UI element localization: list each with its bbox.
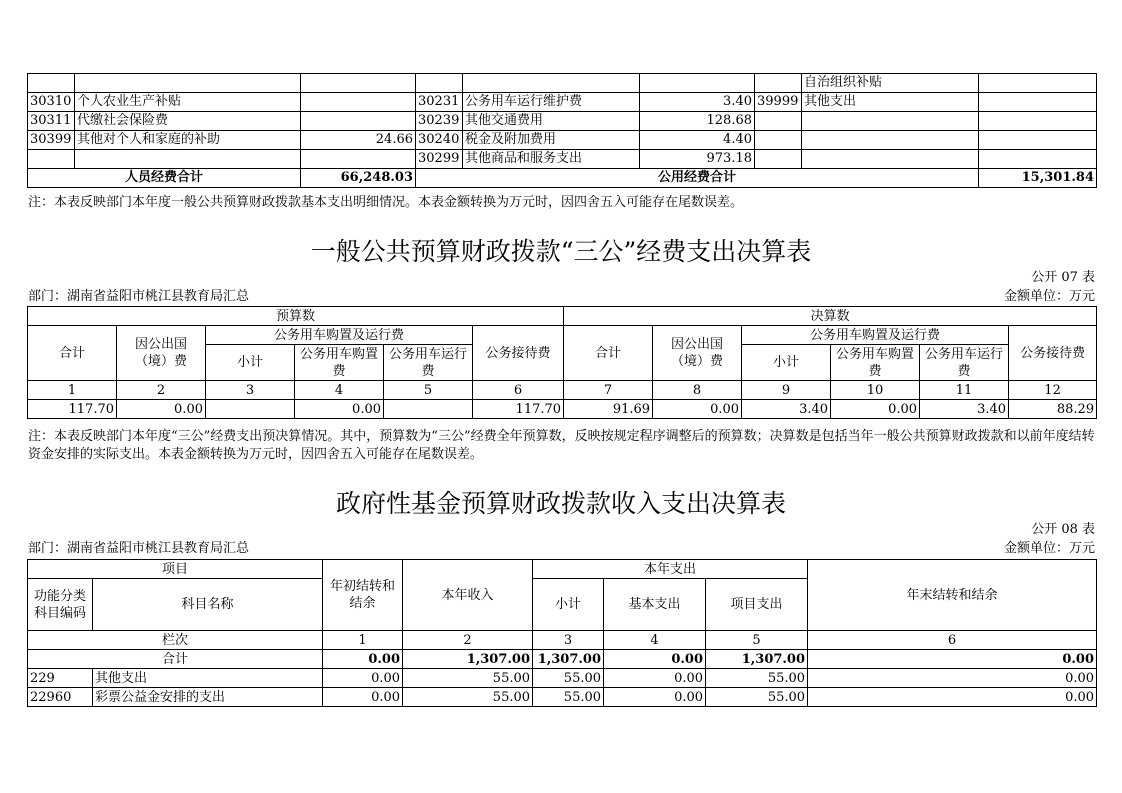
subject-code: 229 — [28, 669, 93, 688]
value-cell: 0.00 — [117, 400, 206, 419]
value-cell: 55.00 — [533, 669, 604, 688]
column-number: 1 — [323, 631, 403, 650]
column-number: 10 — [831, 381, 920, 400]
value-cell: 0.00 — [323, 669, 403, 688]
table-cell — [301, 150, 416, 169]
table-cell: 30231 — [416, 93, 463, 112]
column-number: 5 — [384, 381, 473, 400]
table-row — [28, 93, 1097, 112]
table-cell — [463, 74, 640, 93]
value-cell: 3.40 — [920, 400, 1009, 419]
column-number: 6 — [473, 381, 564, 400]
value-cell: 88.29 — [1009, 400, 1097, 419]
value-cell: 55.00 — [706, 688, 808, 707]
table-row — [28, 688, 1097, 707]
table-cell: 24.66 — [301, 131, 416, 150]
subject-name-header: 科目名称 — [93, 579, 323, 631]
table-row — [28, 74, 1097, 93]
table-cell — [755, 74, 802, 93]
table-cell: 其他支出 — [802, 93, 979, 112]
table-cell: 4.40 — [640, 131, 755, 150]
table3-unit: 金额单位：万元 — [1003, 541, 1095, 556]
budget-header: 预算数 — [28, 307, 564, 326]
column-number: 12 — [1009, 381, 1097, 400]
value-cell: 0.00 — [323, 688, 403, 707]
table-row — [28, 131, 1097, 150]
total-value: 1,307.00 — [706, 650, 808, 669]
column-index-row — [28, 381, 1097, 400]
fund-rows — [28, 669, 1097, 707]
total-row — [28, 650, 1097, 669]
column-number: 8 — [653, 381, 742, 400]
column-number: 7 — [564, 381, 653, 400]
func-code-header: 功能分类科目编码 — [28, 579, 93, 631]
table-cell — [301, 74, 416, 93]
table-cell: 39999 — [755, 93, 802, 112]
column-number: 3 — [206, 381, 295, 400]
expense-header: 本年支出 — [533, 560, 808, 579]
total-value: 0.00 — [604, 650, 706, 669]
table-row — [28, 669, 1097, 688]
table-cell — [979, 112, 1097, 131]
table-cell — [416, 74, 463, 93]
table3-code: 公开 08 表 — [1031, 522, 1095, 537]
fund-table — [27, 559, 1097, 707]
column-index-row — [28, 631, 1097, 650]
value-cell: 55.00 — [706, 669, 808, 688]
table-row — [28, 150, 1097, 169]
value-cell: 117.70 — [473, 400, 564, 419]
table-cell — [640, 74, 755, 93]
subject-code: 22960 — [28, 688, 93, 707]
total-personnel-label: 人员经费合计 — [28, 169, 301, 188]
value-cell: 117.70 — [28, 400, 117, 419]
table-cell: 30299 — [416, 150, 463, 169]
table-row — [28, 112, 1097, 131]
table-cell — [28, 74, 75, 93]
income-header: 本年收入 — [403, 560, 533, 631]
budget-car-run-header: 公务用车运行费 — [384, 345, 473, 381]
table-cell — [979, 131, 1097, 150]
total-value: 1,307.00 — [533, 650, 604, 669]
value-cell: 91.69 — [564, 400, 653, 419]
value-cell: 0.00 — [604, 669, 706, 688]
table-cell — [802, 112, 979, 131]
table-cell: 30311 — [28, 112, 75, 131]
table2-code: 公开 07 表 — [1031, 270, 1095, 285]
total-public-value: 15,301.84 — [979, 169, 1097, 188]
column-number: 3 — [533, 631, 604, 650]
table-cell — [301, 112, 416, 131]
basic-expense-rows — [28, 74, 1097, 169]
column-number: 1 — [28, 381, 117, 400]
table1-note: 注：本表反映部门本年度一般公共预算财政拨款基本支出明细情况。本表金额转换为万元时，因四舍五入可能存在尾数误差。 — [28, 195, 744, 210]
value-cell: 0.00 — [295, 400, 384, 419]
total-personnel-value: 66,248.03 — [301, 169, 416, 188]
value-cell: 0.00 — [653, 400, 742, 419]
table-cell: 973.18 — [640, 150, 755, 169]
final-car-buy-header: 公务用车购置费 — [831, 345, 920, 381]
value-cell: 55.00 — [403, 688, 533, 707]
table-cell — [755, 112, 802, 131]
table2-unit: 金额单位：万元 — [1003, 289, 1095, 304]
item-header: 项目 — [28, 560, 323, 579]
basic-expense-table — [27, 73, 1097, 188]
value-cell: 55.00 — [533, 688, 604, 707]
totals-row — [28, 169, 1097, 188]
end-balance-header: 年末结转和结余 — [808, 560, 1097, 631]
final-header: 决算数 — [564, 307, 1097, 326]
table-cell: 其他交通费用 — [463, 112, 640, 131]
table-cell: 30239 — [416, 112, 463, 131]
table2-title: 一般公共预算财政拨款“三公”经费支出决算表 — [310, 237, 812, 266]
final-total-header: 合计 — [564, 326, 653, 381]
total-label: 合计 — [28, 650, 323, 669]
project-expense-header: 项目支出 — [706, 579, 808, 631]
final-subtotal-header: 小计 — [742, 345, 831, 381]
final-car-header: 公务用车购置及运行费 — [742, 326, 1009, 345]
subject-name: 其他支出 — [93, 669, 323, 688]
budget-car-buy-header: 公务用车购置费 — [295, 345, 384, 381]
column-number: 6 — [808, 631, 1097, 650]
table3-dept: 部门：湖南省益阳市桃江县教育局汇总 — [28, 541, 250, 556]
table-cell — [75, 74, 301, 93]
total-value: 1,307.00 — [403, 650, 533, 669]
table-cell — [755, 131, 802, 150]
table3-title: 政府性基金预算财政拨款收入支出决算表 — [335, 489, 786, 518]
value-cell: 0.00 — [604, 688, 706, 707]
column-label: 栏次 — [28, 631, 323, 650]
table-cell — [979, 150, 1097, 169]
table-cell — [75, 150, 301, 169]
basic-expense-header: 基本支出 — [604, 579, 706, 631]
final-abroad-header: 因公出国（境）费 — [653, 326, 742, 381]
table-cell — [979, 74, 1097, 93]
budget-reception-header: 公务接待费 — [473, 326, 564, 381]
final-car-run-header: 公务用车运行费 — [920, 345, 1009, 381]
table-cell: 税金及附加费用 — [463, 131, 640, 150]
budget-car-header: 公务用车购置及运行费 — [206, 326, 473, 345]
column-number: 4 — [295, 381, 384, 400]
budget-abroad-header: 因公出国（境）费 — [117, 326, 206, 381]
value-cell — [384, 400, 473, 419]
table2-dept: 部门：湖南省益阳市桃江县教育局汇总 — [28, 289, 250, 304]
table-cell: 公务用车运行维护费 — [463, 93, 640, 112]
table-cell — [755, 150, 802, 169]
subtotal-header: 小计 — [533, 579, 604, 631]
table-cell: 其他商品和服务支出 — [463, 150, 640, 169]
table-cell: 自治组织补贴 — [802, 74, 979, 93]
table-cell — [301, 93, 416, 112]
final-reception-header: 公务接待费 — [1009, 326, 1097, 381]
table-cell: 128.68 — [640, 112, 755, 131]
column-number: 2 — [117, 381, 206, 400]
value-cell: 55.00 — [403, 669, 533, 688]
total-value: 0.00 — [323, 650, 403, 669]
total-value: 0.00 — [808, 650, 1097, 669]
column-number: 9 — [742, 381, 831, 400]
column-number: 5 — [706, 631, 808, 650]
budget-total-header: 合计 — [28, 326, 117, 381]
table-cell: 代缴社会保险费 — [75, 112, 301, 131]
table2-note: 注：本表反映部门本年度“三公”经费支出预决算情况。其中，预算数为“三公”经费全年预算数，反映按规定程序调整后的预算数；决算数是包括当年一般公共预算财政拨款和以前年度结转资金安排的实际支出。本表金额转换为万元时，因四舍五入可能存在尾数误差。 — [28, 429, 1095, 462]
table-cell — [802, 131, 979, 150]
value-row — [28, 400, 1097, 419]
column-number: 2 — [403, 631, 533, 650]
value-cell: 0.00 — [831, 400, 920, 419]
subject-name: 彩票公益金安排的支出 — [93, 688, 323, 707]
column-number: 11 — [920, 381, 1009, 400]
column-number: 4 — [604, 631, 706, 650]
table-cell: 其他对个人和家庭的补助 — [75, 131, 301, 150]
table-cell: 3.40 — [640, 93, 755, 112]
table-cell: 30310 — [28, 93, 75, 112]
table-cell — [802, 150, 979, 169]
value-cell — [206, 400, 295, 419]
table-cell: 30399 — [28, 131, 75, 150]
budget-subtotal-header: 小计 — [206, 345, 295, 381]
value-cell: 0.00 — [808, 688, 1097, 707]
table-cell: 个人农业生产补贴 — [75, 93, 301, 112]
table-cell: 30240 — [416, 131, 463, 150]
total-public-label: 公用经费合计 — [416, 169, 979, 188]
table-cell — [28, 150, 75, 169]
sangong-table — [27, 306, 1097, 419]
begin-balance-header: 年初结转和结余 — [323, 560, 403, 631]
value-cell: 3.40 — [742, 400, 831, 419]
table-cell — [979, 93, 1097, 112]
value-cell: 0.00 — [808, 669, 1097, 688]
